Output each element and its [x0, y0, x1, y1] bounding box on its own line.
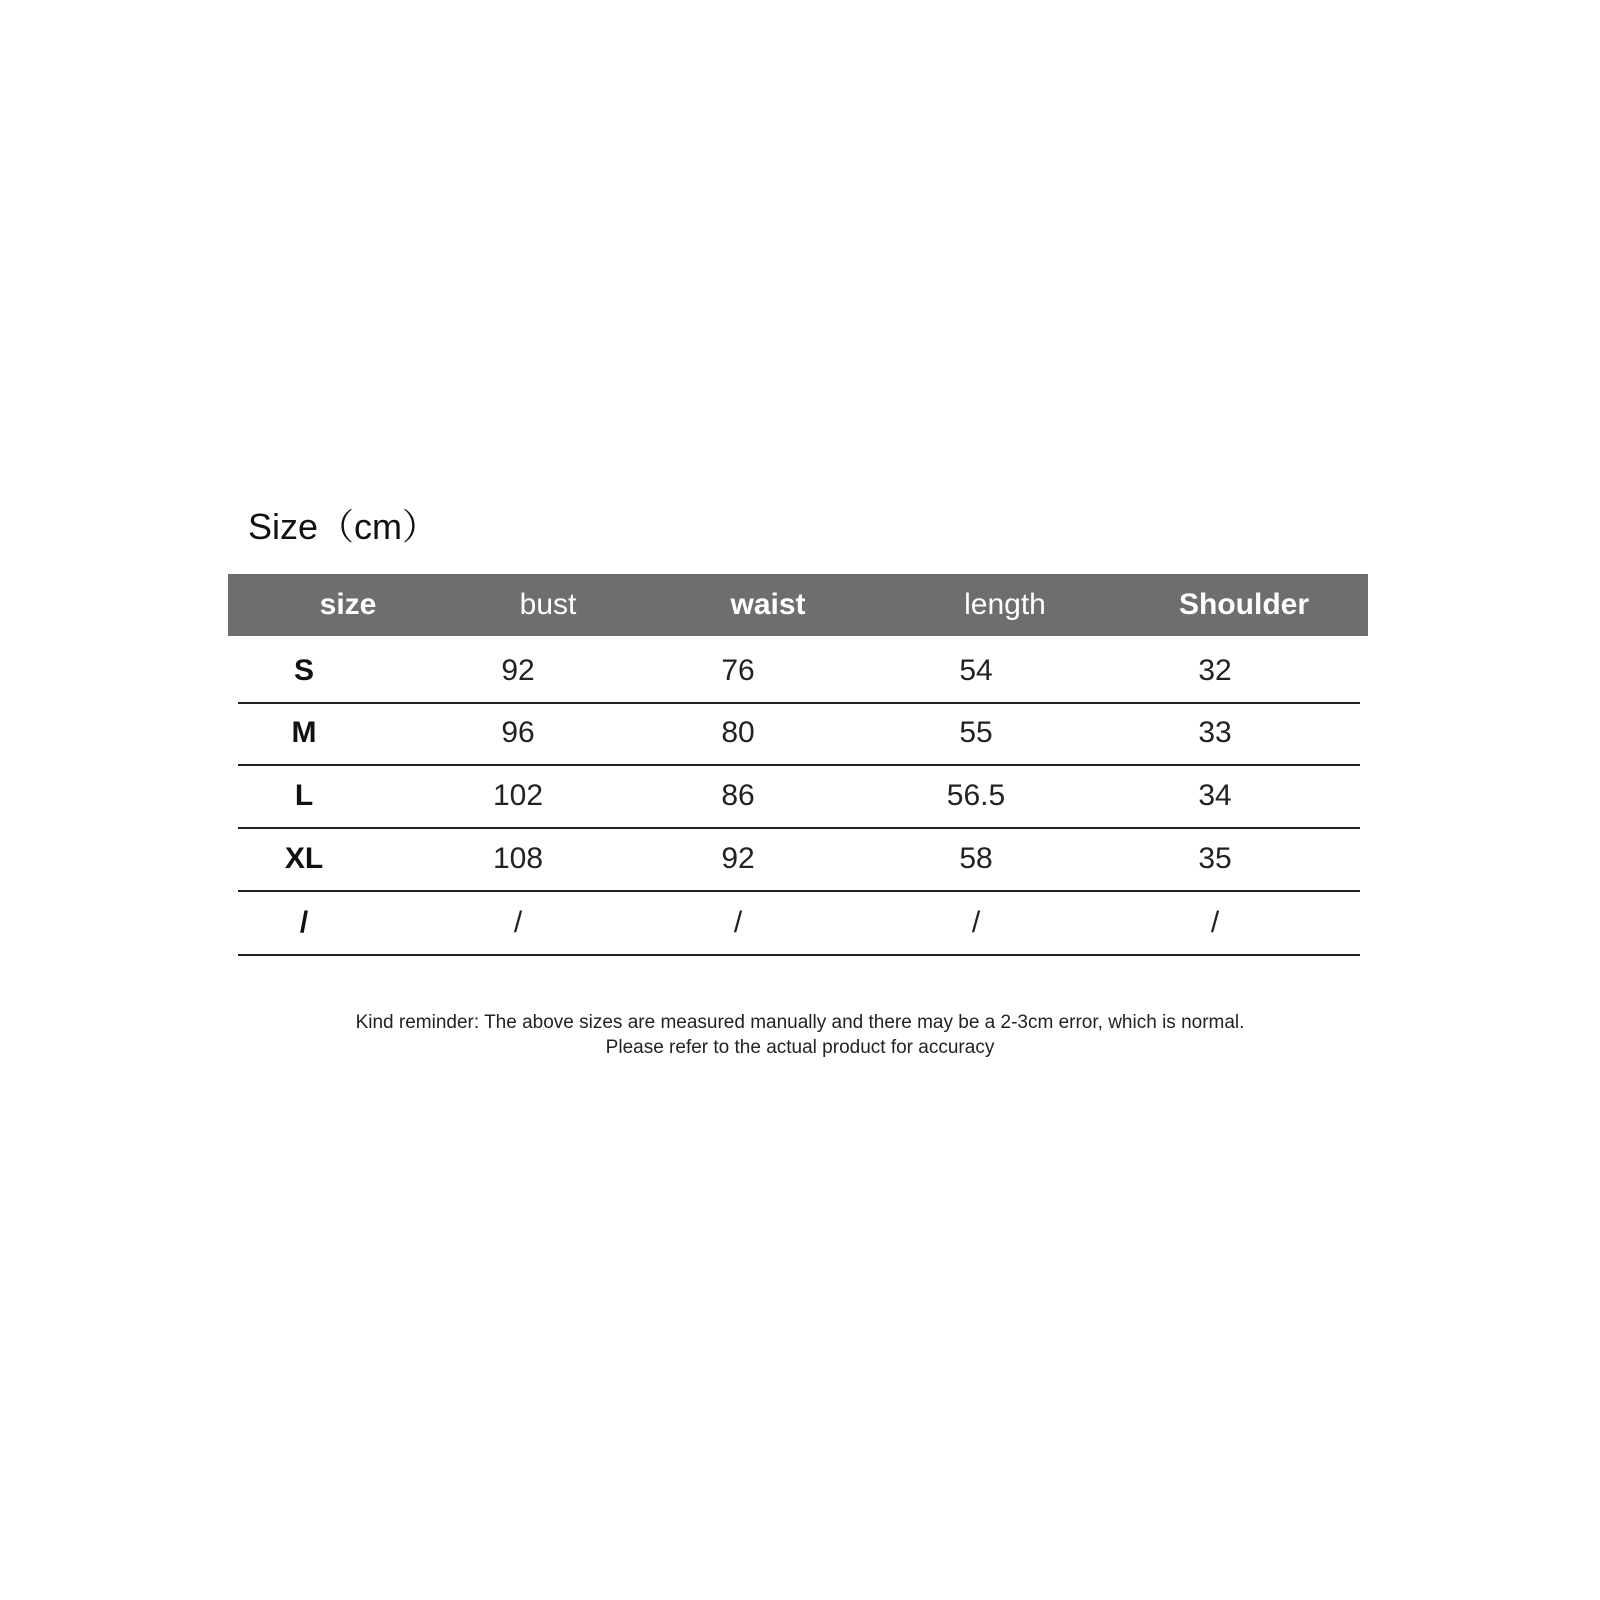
cell-shoulder: 35: [1198, 842, 1232, 875]
cell-waist: 92: [721, 842, 755, 875]
cell-shoulder: 34: [1198, 779, 1232, 812]
cell-waist: 80: [721, 716, 755, 749]
header-shoulder: Shoulder: [1178, 588, 1310, 621]
cell-waist: /: [733, 906, 743, 939]
table-row: [238, 702, 1360, 766]
cell-size: L: [294, 779, 314, 812]
cell-size: M: [291, 716, 317, 749]
table-row: [238, 765, 1360, 829]
cell-shoulder: /: [1210, 906, 1220, 939]
cell-length: 54: [959, 654, 993, 687]
header-bust: bust: [519, 588, 577, 621]
header-size: size: [319, 588, 377, 621]
reminder-line-1: Kind reminder: The above sizes are measured manually and there may be a 2-3cm error, which is normal.: [355, 1012, 1245, 1033]
cell-length: 55: [959, 716, 993, 749]
cell-bust: 92: [501, 654, 535, 687]
cell-size: S: [293, 654, 315, 687]
header-waist: waist: [730, 588, 806, 621]
table-row: [238, 892, 1360, 956]
cell-length: 56.5: [946, 779, 1006, 812]
cell-bust: /: [513, 906, 523, 939]
cell-waist: 86: [721, 779, 755, 812]
cell-size: XL: [284, 842, 324, 875]
cell-bust: 102: [492, 779, 544, 812]
cell-bust: 108: [492, 842, 544, 875]
cell-shoulder: 32: [1198, 654, 1232, 687]
table-row: [238, 828, 1360, 892]
cell-length: 58: [959, 842, 993, 875]
table-row: [238, 640, 1360, 704]
reminder-line-2: Please refer to the actual product for accuracy: [605, 1037, 995, 1058]
cell-length: /: [971, 906, 981, 939]
header-length: length: [964, 588, 1046, 621]
cell-bust: 96: [501, 716, 535, 749]
kind-reminder: [0, 1010, 1600, 1060]
size-chart-title: Size（cm）: [248, 506, 439, 547]
table-header: [228, 574, 1368, 636]
cell-shoulder: 33: [1198, 716, 1232, 749]
cell-waist: 76: [721, 654, 755, 687]
cell-size: /: [299, 906, 309, 939]
